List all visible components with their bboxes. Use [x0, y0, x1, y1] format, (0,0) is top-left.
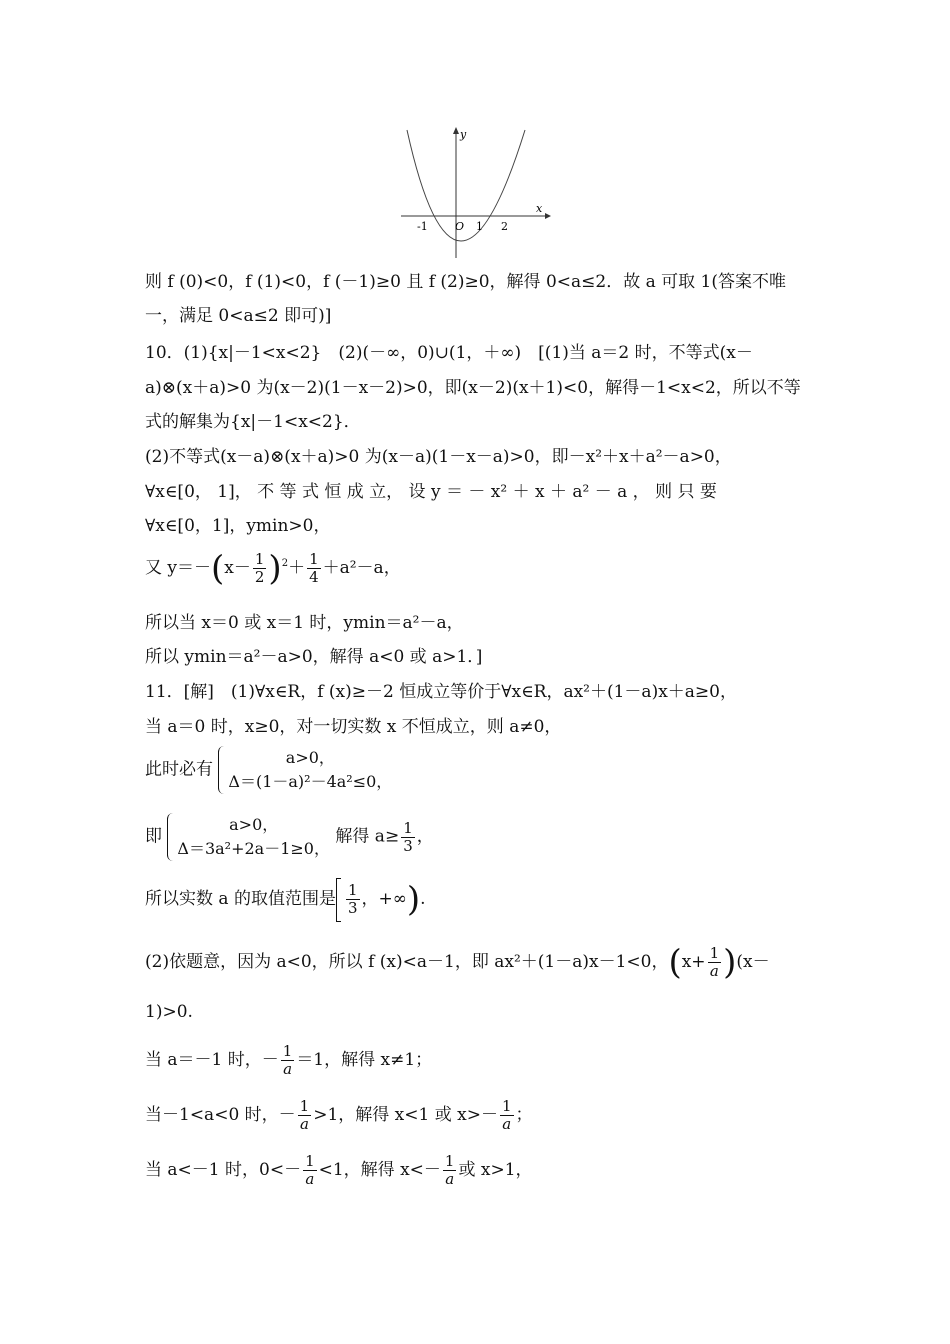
- fraction-one-over-a-19: $\frac{1}{a}$: [282, 1042, 293, 1078]
- l19-suffix: ＝1，解得 x≠1；: [296, 1050, 433, 1070]
- text-line-10: 所以当 x＝0 或 x＝1 时，ymin＝a²－a，: [145, 613, 464, 633]
- fraction-third-range: $\frac{1}{3}$: [347, 881, 358, 917]
- l16-prefix: 所以实数 a 的取值范围是: [145, 889, 336, 909]
- tick-1: 1: [476, 220, 483, 233]
- square-exp: 2: [281, 558, 289, 569]
- l21-prefix: 当 a<－1 时，0<－: [145, 1160, 302, 1180]
- text-line-11: 所以 ymin＝a²－a>0，解得 a<0 或 a>1．]: [145, 647, 483, 667]
- text-line-8: ∀x∈[0，1]，ymin>0，: [145, 516, 331, 536]
- text-line-17: [145, 940, 770, 984]
- text-line-12: 11．[解] (1)∀x∈R，f (x)≥－2 恒成立等价于∀x∈R，ax²＋(1－a)x＋a≥0，: [145, 682, 737, 702]
- l9-suffix: ＋: [288, 558, 306, 578]
- l14-prefix: 此时必有: [145, 759, 213, 780]
- l21-mid: <1，解得 x<－: [318, 1160, 441, 1180]
- text-line-4: a)⊗(x＋a)>0 为(x－2)(1－x－2)>0，即(x－2)(x＋1)<0，解得－1<x<2，所以不等: [145, 378, 801, 398]
- x-axis-label: x: [536, 202, 543, 215]
- l20-mid: >1，解得 x<1 或 x>－: [313, 1105, 498, 1125]
- bracket-left: [336, 878, 341, 922]
- text-line-21: [145, 1150, 533, 1190]
- system-of-inequalities-2: a>0， Δ＝3a²+2a－1≥0，: [167, 813, 330, 861]
- fraction-one-over-a-17: $\frac{1}{a}$: [709, 944, 720, 980]
- l15-prefix: 即: [145, 826, 162, 847]
- l20-end: ；: [515, 1105, 533, 1125]
- text-line-14: [145, 746, 392, 794]
- paren-right-17: ): [723, 942, 737, 983]
- text-line-1: 则 f (0)<0，f (1)<0，f (－1)≥0 且 f (2)≥0，解得 0<a≤2．故 a 可取 1(答案不唯: [145, 272, 787, 292]
- l15-suffix: 解得 a≥: [335, 826, 400, 847]
- text-line-6: (2)不等式(x－a)⊗(x＋a)>0 为(x－a)(1－x－a)>0，即－x²＋x＋a²－a>0，: [145, 447, 732, 467]
- text-line-5: 式的解集为{x|－1<x<2}．: [145, 412, 361, 432]
- fraction-quarter: $\frac{1}{4}$: [309, 550, 319, 586]
- text-line-9: [145, 548, 401, 588]
- l20-prefix: 当－1<a<0 时，－: [145, 1105, 296, 1125]
- paren-left-17: (: [668, 942, 682, 983]
- l9-inner: x－: [224, 558, 251, 578]
- text-line-20: [145, 1095, 533, 1135]
- x-axis-arrow: [545, 213, 551, 219]
- paren-left: (: [211, 548, 225, 589]
- fraction-one-over-a-20a: $\frac{1}{a}$: [299, 1097, 310, 1133]
- text-line-2: 一，满足 0<a≤2 即可)]: [145, 306, 332, 326]
- text-line-7: ∀x∈[0， 1]， 不 等 式 恒 成 立， 设 y ＝ － x² ＋ x ＋ a² － a ， 则 只 要: [145, 482, 717, 502]
- text-line-19: [145, 1040, 432, 1080]
- paren-right: ): [268, 548, 282, 589]
- parabola-graph: [395, 122, 555, 262]
- fraction-half: $\frac{1}{2}$: [254, 550, 265, 586]
- tick-neg1: -1: [417, 220, 428, 233]
- l16-end: .: [420, 889, 426, 909]
- tick-2: 2: [501, 220, 508, 233]
- system-of-inequalities-1: a>0， Δ＝(1－a)²－4a²≤0，: [218, 746, 392, 794]
- text-line-16: [145, 876, 426, 922]
- text-line-18: 1)>0.: [145, 1002, 193, 1022]
- fraction-one-over-a-21a: $\frac{1}{a}$: [305, 1152, 315, 1188]
- text-line-15: [145, 813, 434, 861]
- text-line-13: 当 a＝0 时，x≥0，对一切实数 x 不恒成立，则 a≠0，: [145, 717, 562, 737]
- l9-prefix: 又 y＝－: [145, 558, 212, 578]
- fraction-one-over-a-21b: $\frac{1}{a}$: [444, 1152, 455, 1188]
- text-line-3: 10．(1){x|－1<x<2} (2)(－∞，0)∪(1，＋∞) [(1)当 a＝2 时，不等式(x－: [145, 343, 753, 363]
- l17-end: (x－: [736, 952, 770, 972]
- l17-prefix: (2)依题意，因为 a<0，所以 f (x)<a－1，即 ax²＋(1－a)x－1<0，: [145, 952, 669, 972]
- l16-inner: ，+∞: [361, 889, 407, 909]
- y-axis-arrow: [453, 127, 459, 134]
- l17-inner: x+: [681, 952, 706, 972]
- fraction-third: $\frac{1}{3}$: [403, 818, 413, 855]
- l15-end: ，: [416, 826, 434, 847]
- y-axis-label: y: [460, 128, 467, 141]
- fraction-one-over-a-20b: $\frac{1}{a}$: [501, 1097, 512, 1133]
- paren-right-range: ): [406, 879, 421, 920]
- l19-prefix: 当 a＝－1 时，－: [145, 1050, 279, 1070]
- tick-origin: O: [455, 220, 465, 233]
- l9-tail: ＋a²－a，: [322, 558, 401, 578]
- l21-end: 或 x>1，: [458, 1160, 533, 1180]
